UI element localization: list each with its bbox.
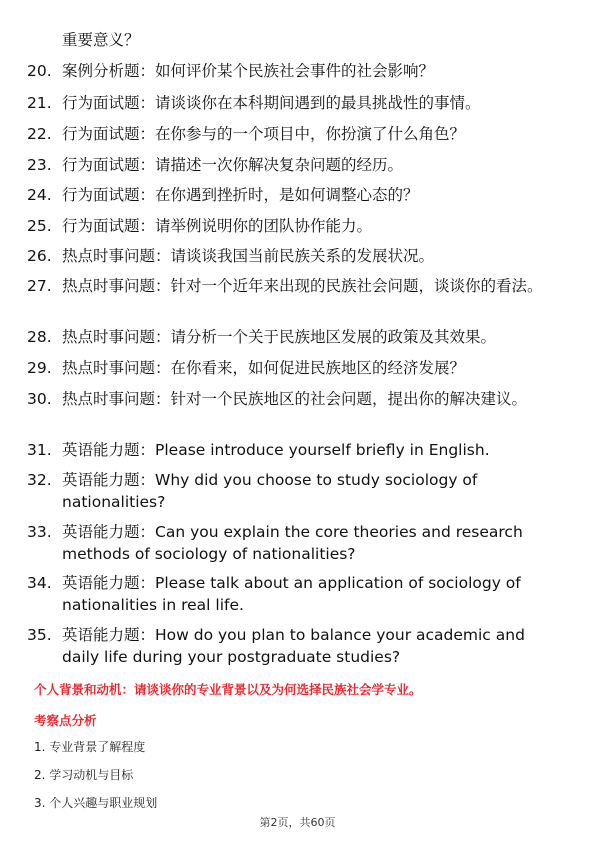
analysis-point: 3. 个人兴趣与职业规划 [34, 796, 158, 810]
question-text: 行为面试题：在你遇到挫折时，是如何调整心态的？ [62, 186, 419, 204]
question-number: 28. [27, 328, 52, 346]
question-number: 29. [27, 359, 52, 377]
question-text: 英语能力题：Can you explain the core theories and research methods of sociology of nationalities? [62, 523, 523, 563]
question-text: 行为面试题：请描述一次你解决复杂问题的经历。 [62, 156, 404, 174]
question-number: 32. [27, 471, 52, 489]
question-number: 34. [27, 574, 52, 592]
page-footer: 第2页，共60页 [259, 816, 336, 829]
question-number: 24. [27, 186, 52, 204]
question-number: 23. [27, 156, 52, 174]
question-number: 26. [27, 247, 52, 265]
section-subheading: 考察点分析 [34, 713, 97, 728]
question-text: 热点时事问题：针对一个近年来出现的民族社会问题，谈谈你的看法。 [62, 277, 543, 295]
question-text: 行为面试题：在你参与的一个项目中，你扮演了什么角色？ [62, 125, 466, 143]
question-number: 21. [27, 94, 52, 112]
question-number: 31. [27, 441, 52, 459]
question-text: 英语能力题：Why did you choose to study sociology of nationalities? [62, 471, 478, 511]
question-text: 英语能力题：Please talk about an application of sociology of nationalities in real life. [62, 574, 521, 614]
question-text: 热点时事问题：在你看来，如何促进民族地区的经济发展？ [62, 359, 466, 377]
analysis-point: 2. 学习动机与目标 [34, 768, 134, 782]
question-text: 英语能力题：How do you plan to balance your academic and daily life during your postgraduate studies? [62, 626, 525, 666]
question-text: 热点时事问题：请分析一个关于民族地区发展的政策及其效果。 [62, 328, 497, 346]
question-number: 22. [27, 125, 52, 143]
question-text: 英语能力题：Please introduce yourself briefly in English. [62, 441, 490, 459]
question-text: 热点时事问题：针对一个民族地区的社会问题，提出你的解决建议。 [62, 390, 528, 408]
question-text: 热点时事问题：请谈谈我国当前民族关系的发展状况。 [62, 247, 435, 265]
question-number: 30. [27, 390, 52, 408]
question-text: 案例分析题：如何评价某个民族社会事件的社会影响？ [62, 62, 435, 80]
question-number: 25. [27, 217, 52, 235]
question-text: 行为面试题：请举例说明你的团队协作能力。 [62, 217, 373, 235]
question-number: 27. [27, 277, 52, 295]
continued-text: 重要意义？ [62, 31, 140, 49]
analysis-point: 1. 专业背景了解程度 [34, 740, 146, 754]
question-text: 行为面试题：请谈谈你在本科期间遇到的最具挑战性的事情。 [62, 94, 481, 112]
question-number: 20. [27, 62, 52, 80]
question-number: 33. [27, 523, 52, 541]
question-number: 35. [27, 626, 52, 644]
section-title: 个人背景和动机：请谈谈你的专业背景以及为何选择民族社会学专业。 [34, 682, 422, 697]
